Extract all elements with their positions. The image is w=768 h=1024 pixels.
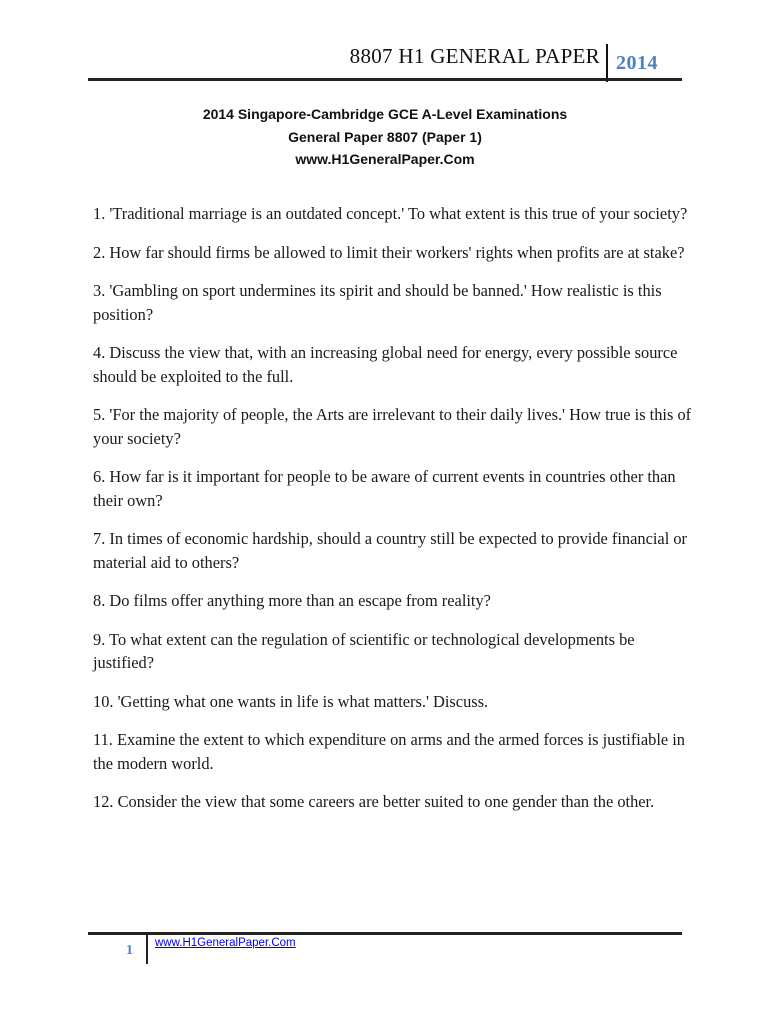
question-item: 10. 'Getting what one wants in life is what matters.' Discuss.	[93, 691, 489, 711]
header-divider	[606, 44, 608, 82]
question-item: 8. Do films offer anything more than an escape from reality?	[93, 591, 491, 610]
document-heading	[88, 103, 682, 171]
website-heading: www.H1GeneralPaper.Com	[295, 151, 475, 167]
question-item: 5. 'For the majority of people, the Arts are irrelevant to their daily lives.' How true is this of your society?	[93, 405, 692, 448]
paper-title: General Paper 8807 (Paper 1)	[288, 128, 482, 145]
question-list	[93, 202, 693, 829]
question-item: 11. Examine the extent to which expenditure on arms and the armed forces is justifiable in the modern world.	[93, 730, 686, 773]
question-item: 6. How far is it important for people to be aware of current events in countries other than their own?	[93, 467, 676, 510]
question-item: 9. To what extent can the regulation of scientific or technological developments be justified?	[93, 629, 635, 672]
footer-rule	[88, 932, 682, 935]
header-year: 2014	[616, 52, 658, 74]
question-item: 1. 'Traditional marriage is an outdated concept.' To what extent is this true of your society?	[93, 204, 688, 223]
header-title: 8807 H1 GENERAL PAPER	[349, 44, 600, 68]
question-item: 12. Consider the view that some careers are better suited to one gender than the other.	[93, 792, 655, 811]
footer-divider	[146, 935, 148, 964]
question-item: 7. In times of economic hardship, should a country still be expected to provide financial or material aid to others?	[93, 529, 688, 572]
question-item: 4. Discuss the view that, with an increasing global need for energy, every possible source should be exploited to the full.	[93, 343, 678, 386]
exam-title: 2014 Singapore-Cambridge GCE A-Level Examinations	[202, 106, 568, 122]
question-item: 2. How far should firms be allowed to limit their workers' rights when profits are at stake?	[93, 242, 685, 262]
header-rule	[88, 78, 682, 81]
footer-website-link[interactable]: www.H1GeneralPaper.Com	[155, 937, 296, 949]
question-item: 3. 'Gambling on sport undermines its spirit and should be banned.' How realistic is this position?	[93, 281, 662, 324]
page-number: 1	[126, 943, 133, 958]
